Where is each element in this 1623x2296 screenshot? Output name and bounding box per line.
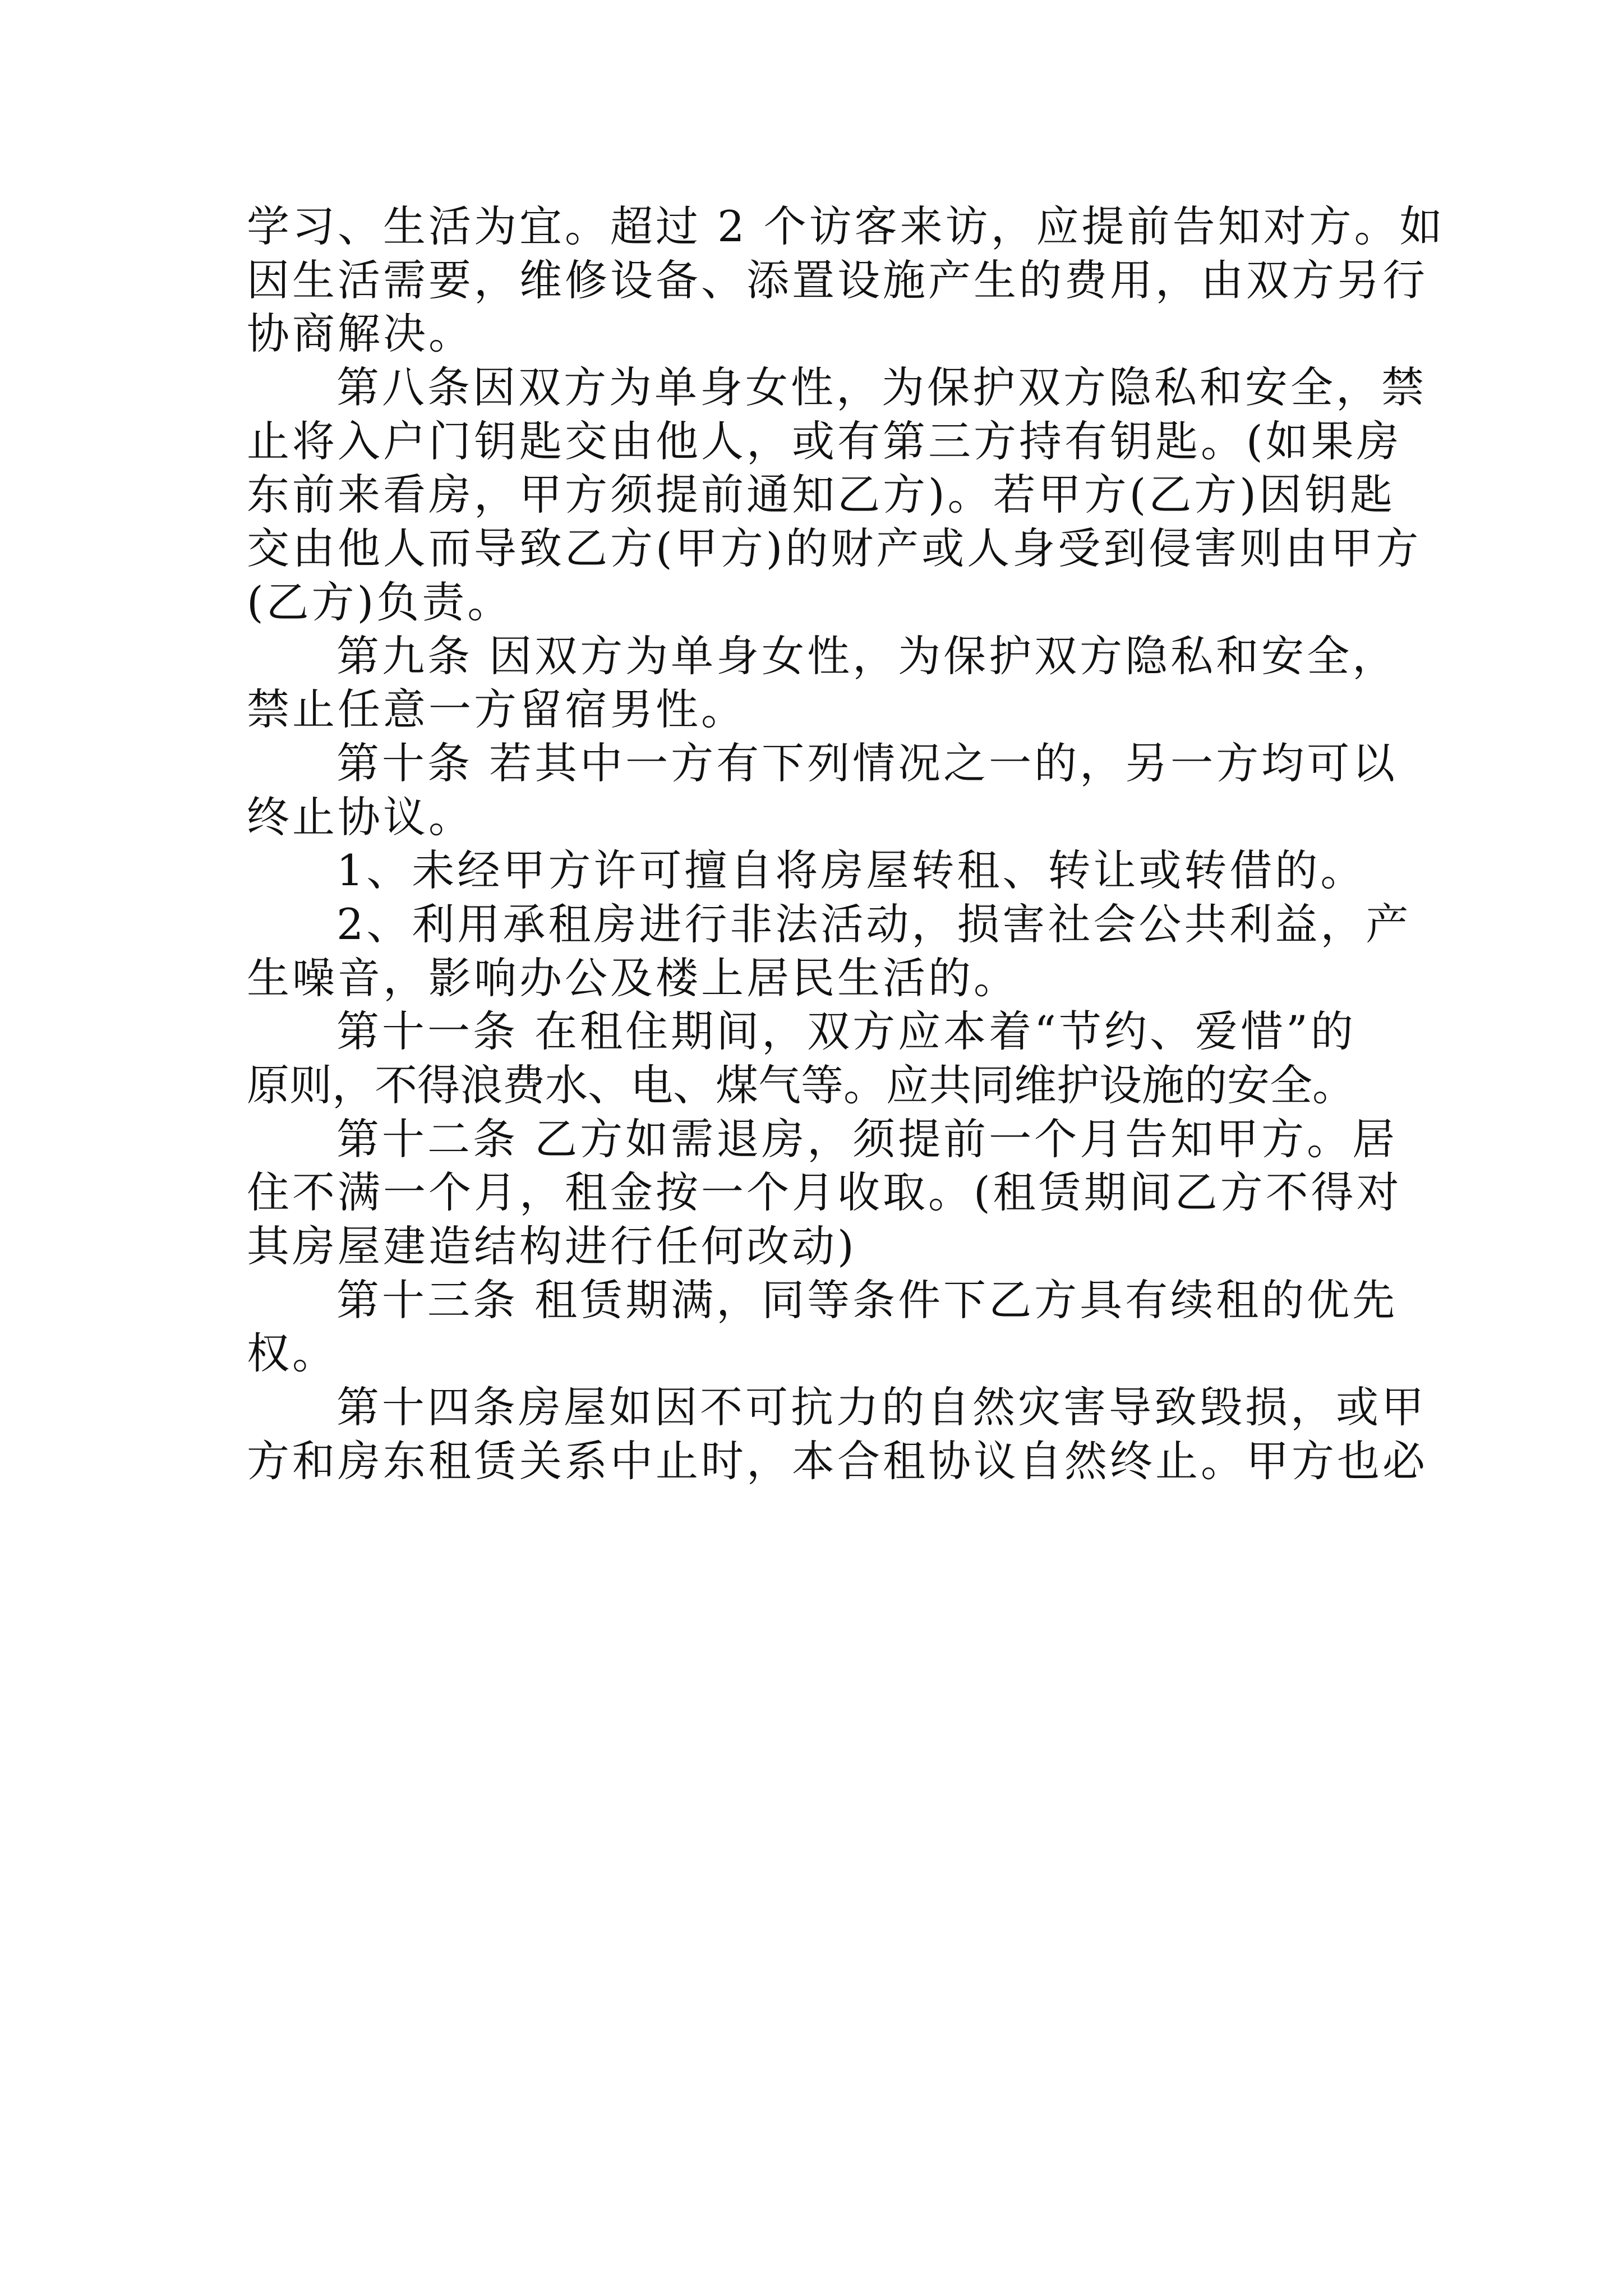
document-body: [247, 200, 1445, 1488]
text-line: 其房屋建造结构进行任何改动): [247, 1221, 857, 1272]
article-14-line: 第十四条房屋如因不可抗力的自然灾害导致毁损，或甲: [336, 1382, 1427, 1433]
text-line: 因生活需要，维修设备、添置设施产生的费用，由双方另行: [247, 255, 1428, 305]
text-line: 住不满一个月，租金按一个月收取。(租赁期间乙方不得对: [247, 1167, 1402, 1218]
article-8-line: 第八条因双方为单身女性，为保护双方隐私和安全，禁: [336, 362, 1427, 413]
text-line: 协商解决。: [247, 309, 474, 359]
article-13-line: 第十三条 租赁期满，同等条件下乙方具有续租的优先: [336, 1274, 1398, 1325]
article-12-line: 第十二条 乙方如需退房，须提前一个月告知甲方。居: [336, 1114, 1398, 1164]
list-item-1: 1、未经甲方许可擅自将房屋转租、转让或转借的。: [336, 845, 1366, 896]
text-line: 权。: [247, 1328, 338, 1379]
text-line: 原则，不得浪费水、电、煤气等。应共同维护设施的安全。: [247, 1060, 1355, 1110]
list-item-2: 2、利用承租房进行非法活动，损害社会公共利益，产: [336, 899, 1412, 949]
text-line: (乙方)负责。: [247, 577, 513, 627]
article-10-line: 第十条 若其中一方有下列情况之一的，另一方均可以: [336, 738, 1398, 788]
text-line: 方和房东租赁关系中止时，本合租协议自然终止。甲方也必: [247, 1435, 1428, 1486]
text-line: 学习、生活为宜。超过 2 个访客来访，应提前告知对方。如: [247, 201, 1445, 251]
article-9-line: 第九条 因双方为单身女性，为保护双方隐私和安全，: [336, 631, 1398, 681]
text-line: 交由他人而导致乙方(甲方)的财产或人身受到侵害则由甲方: [247, 523, 1422, 574]
text-line: 止将入户门钥匙交由他人，或有第三方持有钥匙。(如果房: [247, 416, 1402, 466]
text-line: 终止协议。: [247, 792, 474, 842]
article-11-line: 第十一条 在租住期间，双方应本着“节约、爱惜”的: [336, 1006, 1356, 1057]
text-line: 禁止任意一方留宿男性。: [247, 684, 746, 735]
text-line: 东前来看房，甲方须提前通知乙方)。若甲方(乙方)因钥匙: [247, 470, 1395, 520]
text-line: 生噪音，影响办公及楼上居民生活的。: [247, 953, 1019, 1003]
